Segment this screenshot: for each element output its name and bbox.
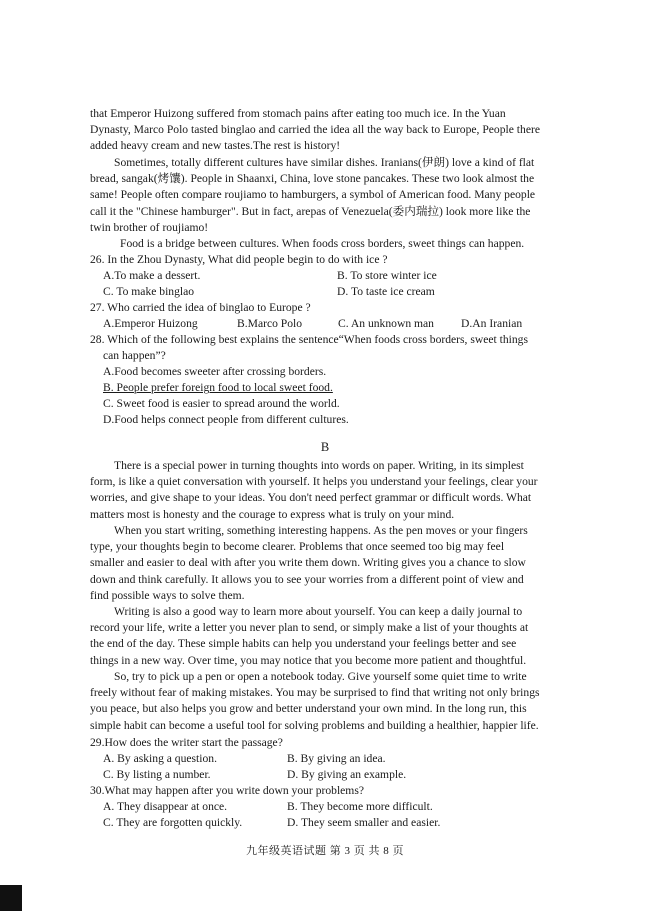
text-line: twin brother of roujiamo! [90, 220, 209, 234]
question-28-option-b[interactable]: B. People prefer foreign food to local sweet food. [103, 381, 333, 394]
question-28-option-d[interactable]: D.Food helps connect people from different cultures. [103, 413, 349, 426]
question-29-option-d[interactable]: D. By giving an example. [287, 768, 407, 781]
text-line: bread, sangak(烤馕). People in Shaanxi, China, love stone pancakes. These two look almost the [90, 172, 535, 186]
text-line: record your life, write a letter you never plan to send, or simply make a list of your thoughts at [90, 621, 529, 635]
text-line: matters most is honesty and the courage to express what is truly on your mind. [90, 507, 455, 521]
text-line: added heavy cream and new tastes.The rest is history! [90, 139, 341, 153]
scan-corner-mark [0, 885, 22, 911]
question-27-stem: 27. Who carried the idea of binglao to Europe ? [90, 301, 311, 314]
passage-b-paragraph-2 [90, 523, 570, 604]
question-29-option-b[interactable]: B. By giving an idea. [287, 752, 386, 765]
question-29-stem: 29.How does the writer start the passage? [90, 736, 283, 749]
section-b-title: B [320, 440, 330, 454]
text-line: the end of the day. These simple habits can help you understand your feelings better and see [90, 637, 517, 651]
question-28-option-c[interactable]: C. Sweet food is easier to spread around the world. [103, 397, 340, 410]
text-line: freely without fear of making mistakes. You may be surprised to find that writing not only brings [90, 686, 540, 700]
text-line: that Emperor Huizong suffered from stomach pains after eating too much ice. In the Yuan [90, 107, 506, 120]
text-line: form, is like a quiet conversation with yourself. It helps you understand your feelings, clear your [90, 475, 538, 489]
text-line: smaller and easier to deal with after you write them down. Writing gives you a chance to slow [90, 556, 526, 570]
passage-a-paragraph-2 [90, 155, 570, 236]
question-27-option-b[interactable]: B.Marco Polo [237, 317, 303, 330]
passage-b-paragraph-1 [90, 458, 570, 523]
text-line: There is a special power in turning thoughts into words on paper. Writing, in its simplest [114, 459, 524, 472]
question-28-stem: 28. Which of the following best explains the sentence“When foods cross borders, sweet things [90, 333, 528, 346]
passage-b-paragraph-3 [90, 604, 570, 669]
question-26-option-d[interactable]: D. To taste ice cream [337, 285, 435, 298]
passage-a-paragraph-3: Food is a bridge between cultures. When foods cross borders, sweet things can happen. [120, 237, 525, 250]
question-27-option-d[interactable]: D.An Iranian [461, 317, 523, 330]
passage-a-paragraph-1 [90, 106, 570, 155]
text-line: call it the "Chinese hamburger". But in fact, arepas of Venezuela(委内瑞拉) look more like the [90, 204, 531, 218]
question-27-option-c[interactable]: C. An unknown man [338, 317, 434, 330]
text-line: Dynasty, Marco Polo tasted binglao and carried the idea all the way back to Europe, People there [90, 123, 540, 137]
question-28-stem-continued: can happen”? [103, 349, 166, 362]
text-line: simple habit can become a useful tool for solving problems and building a healthier, happier life. [90, 718, 539, 732]
text-line: down and think carefully. It allows you to see your worries from a different point of view and [90, 572, 524, 586]
question-30-option-c[interactable]: C. They are forgotten quickly. [103, 816, 243, 829]
text-line: Sometimes, totally different cultures have similar dishes. Iranians(伊朗) love a kind of flat [114, 156, 535, 169]
question-26-option-a[interactable]: A.To make a dessert. [103, 269, 201, 282]
text-line: same! People often compare roujiamo to hamburgers, a symbol of American food. Many people [90, 188, 536, 202]
text-line: find possible ways to solve them. [90, 588, 245, 602]
text-line: When you start writing, something interesting happens. As the pen moves or your fingers [114, 524, 528, 537]
question-30-option-a[interactable]: A. They disappear at once. [103, 800, 228, 813]
page-footer: 九年级英语试题 第 3 页 共 8 页 [246, 845, 404, 857]
question-30-option-d[interactable]: D. They seem smaller and easier. [287, 816, 441, 829]
question-29-option-a[interactable]: A. By asking a question. [103, 752, 217, 765]
question-26-option-c[interactable]: C. To make binglao [103, 285, 195, 298]
question-30-stem: 30.What may happen after you write down your problems? [90, 784, 364, 797]
question-28-option-a[interactable]: A.Food becomes sweeter after crossing borders. [103, 365, 327, 378]
text-line: type, your thoughts begin to become clearer. Problems that once seemed too big may feel [90, 540, 505, 554]
question-27-option-a[interactable]: A.Emperor Huizong [103, 317, 198, 330]
question-26-stem: 26. In the Zhou Dynasty, What did people begin to do with ice ? [90, 253, 388, 266]
question-30-option-b[interactable]: B. They become more difficult. [287, 800, 433, 813]
question-26-option-b[interactable]: B. To store winter ice [337, 269, 437, 282]
text-line: you peace, but also helps you grow and better understand your own mind. In the long run, this [90, 702, 527, 716]
passage-b-paragraph-4 [90, 669, 570, 734]
text-line: things in a new way. Over time, you may notice that you become more patient and thoughtful. [90, 653, 527, 667]
text-line: So, try to pick up a pen or open a notebook today. Give yourself some quiet time to write [114, 670, 527, 683]
text-line: worries, and give shape to your ideas. You don't need perfect grammar or difficult words. What [90, 491, 532, 505]
text-line: Writing is also a good way to learn more about yourself. You can keep a daily journal to [114, 605, 523, 618]
question-29-option-c[interactable]: C. By listing a number. [103, 768, 211, 781]
